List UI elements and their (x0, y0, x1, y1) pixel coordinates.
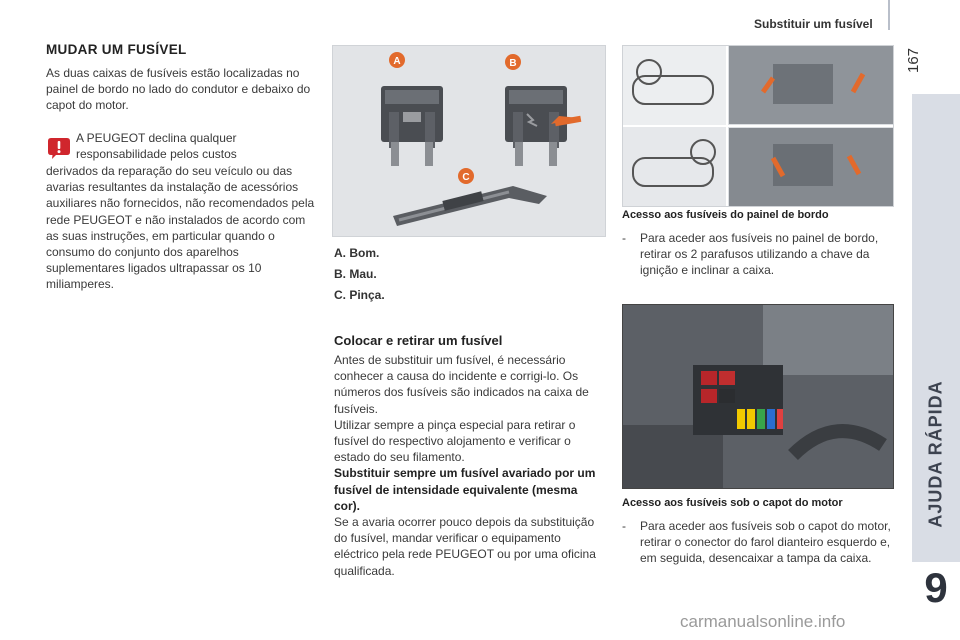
good-fuse-drawing (381, 86, 443, 166)
page-header-title: Substituir um fusível (754, 17, 873, 31)
section-title: MUDAR UM FUSÍVEL (46, 42, 187, 57)
subsection-body (334, 352, 606, 579)
engine-instruction-text: Para aceder aos fusíveis sob o capot do motor, retirar o conector do farol dianteiro esquerdo e, em seguida, desencaixar a tampa da caixa. (640, 519, 891, 566)
svg-text:B: B (509, 58, 517, 69)
chapter-number: 9 (924, 564, 948, 611)
chapter-label (912, 94, 960, 562)
fuse-box-icon (693, 365, 783, 435)
badge-a-icon (389, 52, 405, 68)
bad-fuse-drawing (505, 86, 581, 166)
dashboard-caption: Acesso aos fusíveis do painel de bordo (622, 209, 829, 221)
legend-item-a: A. Bom. (334, 246, 380, 260)
legend-item-c: C. Pinça. (334, 288, 385, 302)
warning-text-continued: derivados da reparação do seu veículo ou das avarias resultantes da instalação de acessórios auxiliares não fornecidos, não recomendados pela rede PEUGEOT e não instalados de acordo com as suas instruções, em particular quando o consumo do conjunto dos aparelhos suplementares ligados ultrapassar os 10 miliamperes. (46, 164, 315, 292)
engine-fuse-photo (622, 304, 894, 489)
dashboard-instruction-text: Para aceder aos fusíveis no painel de bordo, retirar os 2 parafusos utilizando a chave da ignição e inclinar a caixa. (640, 231, 879, 278)
watermark: carmanualsonline.info (680, 612, 846, 631)
engine-instruction (622, 518, 894, 567)
warning-icon (46, 136, 72, 160)
warning-text-start: A PEUGEOT declina qualquer responsabilidade pelos custos (76, 131, 237, 162)
fuse-pliers-drawing (393, 186, 547, 226)
legend-item-b: B. Mau. (334, 267, 377, 281)
paragraph-recurring-fault: Se a avaria ocorrer pouco depois da substituição do fusível, mandar verificar o equipamento eléctrico pela rede PEUGEOT ou por uma oficina qualificada. (334, 515, 596, 578)
paragraph-cause: Antes de substituir um fusível, é necessário conhecer a causa do incidente e corrigi-lo. Os números dos fusíveis são indicados na caixa de fusíveis. (334, 353, 589, 416)
page-number-text: 167 (905, 47, 923, 74)
page-number (905, 42, 935, 82)
badge-c-icon (458, 168, 474, 184)
list-dash: - (622, 519, 626, 533)
chapter-sidebar (912, 94, 960, 611)
paragraph-pliers: Utilizar sempre a pinça especial para retirar o fusível do respectivo alojamento e verificar o estado do seu filamento. (334, 417, 576, 465)
svg-text:A: A (393, 56, 401, 67)
svg-text:C: C (462, 172, 470, 183)
paragraph-replace-same: Substituir sempre um fusível avariado por um fusível de intensidade equivalente (mesma cor). (334, 466, 596, 513)
engine-caption: Acesso aos fusíveis sob o capot do motor (622, 497, 843, 509)
badge-b-icon (505, 54, 521, 70)
dashboard-fuse-photo (622, 45, 894, 207)
header-divider (888, 0, 890, 30)
dashboard-instruction (622, 230, 894, 279)
chapter-label-text: AJUDA RÁPIDA (925, 380, 946, 528)
subsection-title: Colocar e retirar um fusível (334, 333, 503, 348)
intro-paragraph: As duas caixas de fusíveis estão localizadas no painel de bordo no lado do condutor e debaixo do capot do motor. (46, 66, 311, 113)
fuse-illustration (332, 45, 606, 237)
list-dash: - (622, 231, 626, 245)
